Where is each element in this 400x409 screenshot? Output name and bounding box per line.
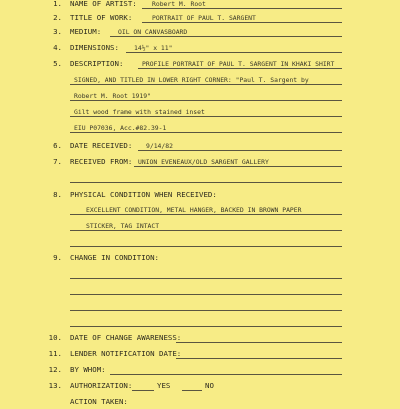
description-text: Robert M. Root 1919"	[74, 92, 151, 100]
field-number: 10.	[48, 333, 62, 342]
field-date-change	[0, 331, 400, 345]
field-label: ACTION TAKEN:	[70, 397, 128, 406]
field-line	[176, 358, 342, 359]
description-line	[0, 73, 400, 87]
field-action-taken	[0, 395, 400, 409]
field-lender-notification	[0, 347, 400, 361]
field-value: Robert M. Root	[152, 0, 206, 8]
description-text: EIU P07036, Acc.#82.39-1	[74, 124, 167, 132]
field-value: PROFILE PORTRAIT OF PAUL T. SARGENT IN KHAKI SHIRT	[142, 60, 335, 68]
blank-line	[0, 171, 400, 185]
field-label: LENDER NOTIFICATION DATE:	[70, 349, 182, 358]
field-value: PORTRAIT OF PAUL T. SARGENT	[152, 14, 256, 22]
description-line	[0, 105, 400, 119]
condition-text: STICKER, TAG INTACT	[86, 222, 160, 230]
condition-text: EXCELLENT CONDITION, METAL HANGER, BACKED IN BROWN PAPER	[86, 206, 302, 214]
field-line	[70, 246, 342, 247]
field-received-from	[0, 155, 400, 169]
field-number: 8.	[53, 190, 62, 199]
field-line	[138, 150, 342, 151]
field-line	[70, 182, 342, 183]
yes-label: YES	[157, 381, 171, 390]
field-change-condition	[0, 251, 400, 265]
blank-line	[0, 235, 400, 249]
field-line	[176, 342, 342, 343]
field-label: DESCRIPTION:	[70, 59, 124, 68]
field-number: 7.	[53, 157, 62, 166]
field-line	[138, 68, 342, 69]
field-label: CHANGE IN CONDITION:	[70, 253, 159, 262]
field-value: OIL ON CANVASBOARD	[118, 28, 188, 36]
field-line	[142, 22, 342, 23]
field-line	[70, 84, 342, 85]
field-line	[70, 310, 342, 311]
field-line	[70, 116, 342, 117]
field-label: AUTHORIZATION:	[70, 381, 133, 390]
no-blank	[182, 390, 202, 391]
field-number: 1.	[53, 0, 62, 8]
field-number: 11.	[48, 349, 62, 358]
no-label: NO	[205, 381, 214, 390]
field-label: DATE RECEIVED:	[70, 141, 133, 150]
field-label: NAME OF ARTIST:	[70, 0, 137, 8]
condition-line	[0, 219, 400, 233]
field-line	[110, 374, 342, 375]
field-line	[70, 278, 342, 279]
field-line	[142, 8, 342, 9]
field-line	[134, 166, 342, 167]
field-number: 4.	[53, 43, 62, 52]
field-value: 9/14/82	[146, 142, 173, 150]
field-by-whom	[0, 363, 400, 377]
field-label: PHYSICAL CONDITION WHEN RECEIVED:	[70, 190, 217, 199]
description-text: SIGNED, AND TITLED IN LOWER RIGHT CORNER: "Paul T. Sargent by	[74, 76, 309, 84]
field-description	[0, 57, 400, 71]
field-number: 12.	[48, 365, 62, 374]
blank-line	[0, 315, 400, 329]
field-label: DATE OF CHANGE AWARENESS:	[70, 333, 182, 342]
field-line	[70, 100, 342, 101]
description-text: Gilt wood frame with stained inset	[74, 108, 205, 116]
field-line	[70, 326, 342, 327]
field-physical-condition	[0, 188, 400, 202]
field-line	[70, 214, 342, 215]
field-label: RECEIVED FROM:	[70, 157, 133, 166]
field-medium	[0, 25, 400, 39]
blank-line	[0, 267, 400, 281]
field-number: 3.	[53, 27, 62, 36]
field-value: UNION EVENEAUX/OLD SARGENT GALLERY	[138, 158, 269, 166]
field-line	[110, 36, 342, 37]
field-label: TITLE OF WORK:	[70, 13, 133, 22]
field-title	[0, 11, 400, 25]
blank-line	[0, 283, 400, 297]
yes-blank	[132, 390, 154, 391]
field-number: 2.	[53, 13, 62, 22]
condition-line	[0, 203, 400, 217]
field-line	[70, 230, 342, 231]
field-dimensions	[0, 41, 400, 55]
field-number: 6.	[53, 141, 62, 150]
field-number: 5.	[53, 59, 62, 68]
description-line	[0, 89, 400, 103]
description-line	[0, 121, 400, 135]
field-label: DIMENSIONS:	[70, 43, 119, 52]
field-authorization	[0, 379, 400, 393]
field-line	[70, 294, 342, 295]
field-line	[126, 52, 342, 53]
field-number: 9.	[53, 253, 62, 262]
field-label: BY WHOM:	[70, 365, 106, 374]
field-artist	[0, 0, 400, 11]
blank-line	[0, 299, 400, 313]
field-value: 14½" x 11"	[134, 44, 173, 52]
field-number: 13.	[48, 381, 62, 390]
field-line	[70, 132, 342, 133]
field-date-received	[0, 139, 400, 153]
field-label: MEDIUM:	[70, 27, 102, 36]
